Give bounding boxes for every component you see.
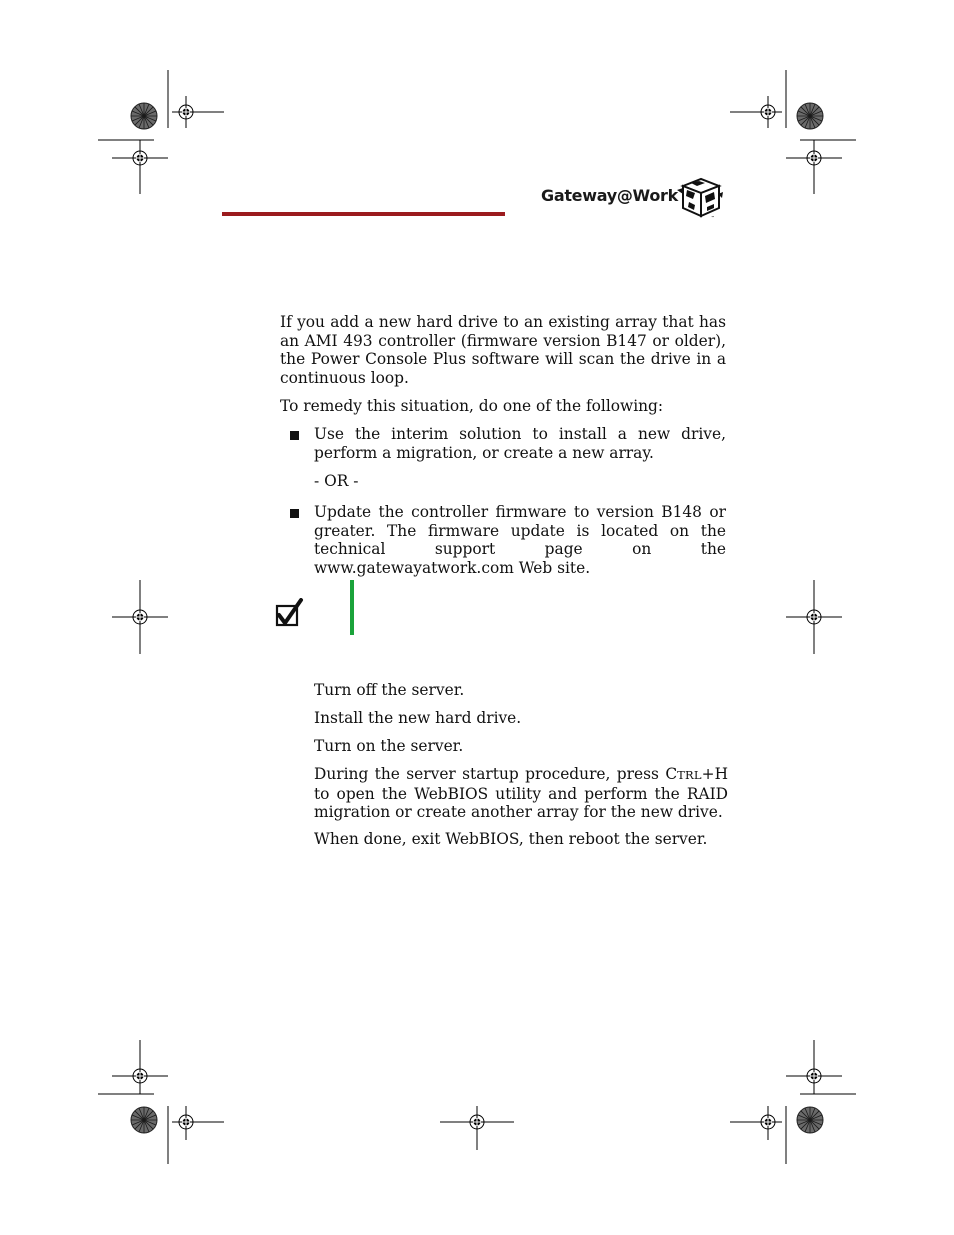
or-separator: - OR - [314, 472, 359, 490]
brand-wordmark: Gateway@Work [541, 186, 678, 205]
key-ctrl [665, 765, 701, 783]
option-item: Update the controller firmware to version B148 or greater. The firmware update is located on the technical support page on the www.gatewayatwork.com Web site. [314, 503, 726, 577]
note-bar [350, 580, 354, 635]
checkmark-icon [274, 598, 304, 628]
gateway-logo-icon [677, 176, 723, 220]
intro-paragraph: If you add a new hard drive to an existing array that has an AMI 493 controller (firmware version B147 or older), the Power Console Plus software will scan the drive in a continuous loop. [280, 313, 726, 387]
header-rule [222, 212, 505, 216]
bullet-square-icon [290, 509, 299, 518]
bullet-square-icon [290, 431, 299, 440]
step-item: Turn off the server. [314, 681, 465, 699]
key-ctrl-initial: C [665, 765, 678, 783]
remedy-paragraph: To remedy this situation, do one of the following: [280, 397, 664, 415]
step-text: +H to open the WebBIOS utility and perform the RAID migration or create another array for the new drive. [314, 765, 728, 822]
step-item: When done, exit WebBIOS, then reboot the server. [314, 830, 708, 848]
step-item: Install the new hard drive. [314, 709, 522, 727]
svg-text:™: ™ [711, 215, 715, 220]
step-item [314, 765, 728, 822]
option-item: Use the interim solution to install a new drive, perform a migration, or create a new array. [314, 425, 726, 462]
key-ctrl-rest: TRL [677, 768, 702, 782]
step-item: Turn on the server. [314, 737, 464, 755]
step-text: During the server startup procedure, press [314, 765, 666, 783]
